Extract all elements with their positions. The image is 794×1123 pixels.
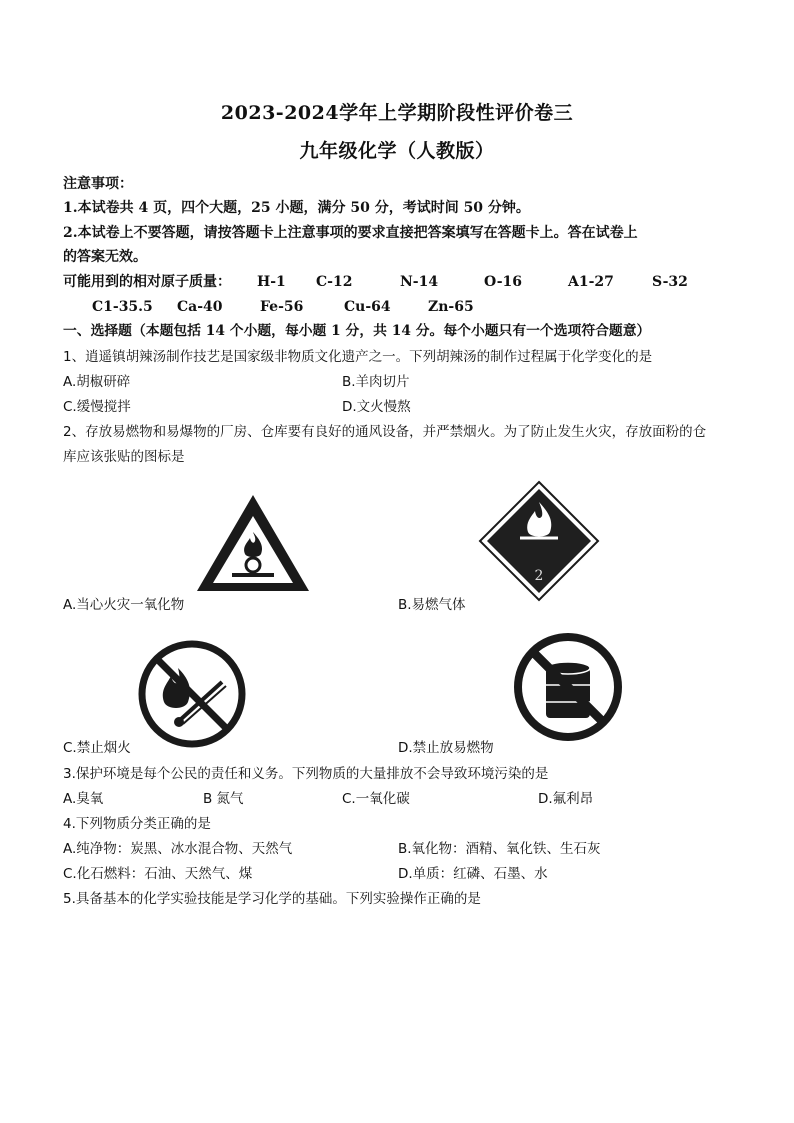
question-5-stem: 5.具备基本的化学实验技能是学习化学的基础。下列实验操作正确的是 <box>63 891 481 907</box>
diamond-class-number: 2 <box>534 568 544 584</box>
section-1-heading: 一、选择题（本题包括 14 个小题，每小题 1 分，共 14 分。每个小题只有一个选项符合题意） <box>63 323 651 339</box>
atomic-mass-item: Cu-64 <box>344 299 391 315</box>
exam-title: 2023-2024学年上学期阶段性评价卷三 <box>220 102 574 124</box>
question-3-option-b: B 氮气 <box>203 791 244 807</box>
question-4-option-b: B.氧化物：酒精、氧化铁、生石灰 <box>398 841 601 857</box>
question-2-option-b: B.易燃气体 <box>398 597 466 613</box>
question-4-option-d: D.单质：红磷、石墨、水 <box>398 866 548 882</box>
question-3-option-a: A.臭氧 <box>63 791 104 807</box>
atomic-mass-item: N-14 <box>400 274 439 290</box>
atomic-mass-row-2 <box>92 298 692 316</box>
exam-subtitle: 九年级化学（人教版） <box>299 140 495 162</box>
atomic-mass-item: A1-27 <box>568 274 614 290</box>
question-1-option-a: A.胡椒研碎 <box>63 374 131 390</box>
notes-heading: 注意事项： <box>63 176 133 192</box>
question-3-stem: 3.保护环境是每个公民的责任和义务。下列物质的大量排放不会导致环境污染的是 <box>63 766 549 782</box>
question-2-option-c: C.禁止烟火 <box>63 740 131 756</box>
question-4-stem: 4.下列物质分类正确的是 <box>63 816 211 832</box>
notes-item-1: 1.本试卷共 4 页，四个大题，25 小题，满分 50 分，考试时间 50 分钟。 <box>63 200 530 216</box>
question-2-stem-line-1: 2、存放易燃物和易爆物的厂房、仓库要有良好的通风设备，并严禁烟火。为了防止发生火灾，存放面粉的仓 <box>63 424 707 440</box>
question-1-option-c: C.缓慢搅拌 <box>63 399 131 415</box>
atomic-mass-label: 可能用到的相对原子质量： <box>63 274 231 290</box>
atomic-mass-item: C1-35.5 <box>92 299 153 315</box>
no-flammable-barrel-icon <box>511 630 625 744</box>
question-1-option-b: B.羊肉切片 <box>342 374 410 390</box>
question-4-option-a: A.纯净物：炭黑、冰水混合物、天然气 <box>63 841 293 857</box>
atomic-mass-item: Zn-65 <box>428 299 474 315</box>
question-2-option-d: D.禁止放易燃物 <box>398 740 494 756</box>
question-3-option-d: D.氟利昂 <box>538 791 594 807</box>
notes-item-2-line-1: 2.本试卷上不要答题，请按答题卡上注意事项的要求直接把答案填写在答题卡上。答在试卷上 <box>63 225 638 241</box>
atomic-mass-item: C-12 <box>316 274 353 290</box>
atomic-mass-item: Ca-40 <box>177 299 223 315</box>
atomic-mass-item: O-16 <box>484 274 523 290</box>
oxidizer-warning-triangle-icon <box>194 492 312 594</box>
atomic-mass-item: Fe-56 <box>260 299 304 315</box>
atomic-mass-item: H-1 <box>257 274 286 290</box>
question-1-stem: 1、逍遥镇胡辣汤制作技艺是国家级非物质文化遗产之一。下列胡辣汤的制作过程属于化学变化的是 <box>63 349 653 365</box>
question-1-option-d: D.文火慢熬 <box>342 399 411 415</box>
flammable-gas-diamond-icon <box>478 480 600 602</box>
question-4-option-c: C.化石燃料：石油、天然气、煤 <box>63 866 253 882</box>
notes-item-2-line-2: 的答案无效。 <box>63 249 147 265</box>
question-3-option-c: C.一氧化碳 <box>342 791 410 807</box>
atomic-mass-item: S-32 <box>652 274 688 290</box>
question-2-stem-line-2: 库应该张贴的图标是 <box>63 449 185 465</box>
no-fire-sign-icon <box>136 638 248 750</box>
question-2-option-a: A.当心火灾一氧化物 <box>63 597 185 613</box>
atomic-mass-row-1 <box>63 273 743 291</box>
